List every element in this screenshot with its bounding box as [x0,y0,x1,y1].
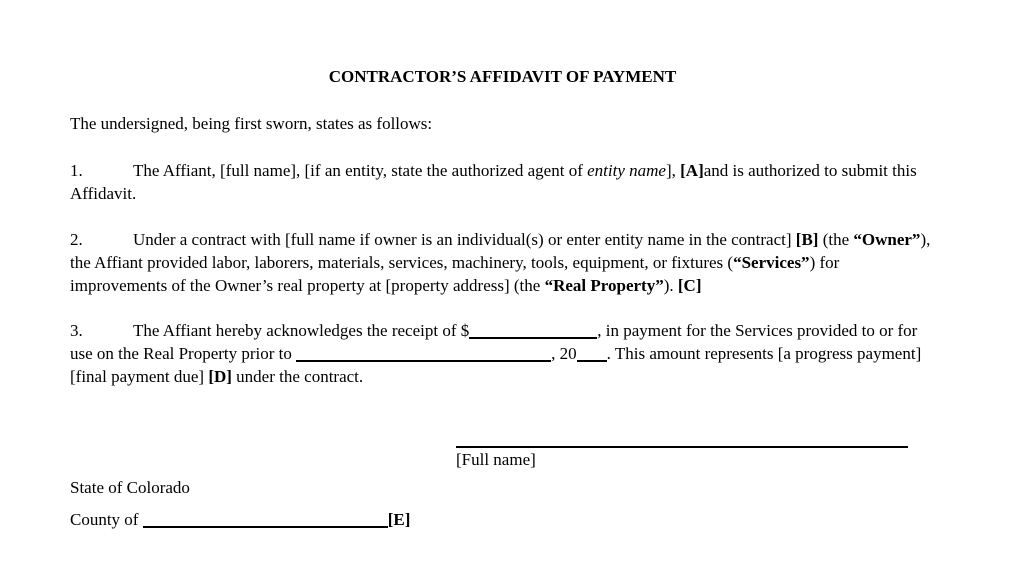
text-segment: , 20 [551,344,577,363]
fill-in-blank[interactable] [577,359,607,362]
text-segment: [B] [795,230,819,249]
text-segment: [E] [387,510,411,529]
text-segment: The Affiant, [full name], [if an entity, state the authorized agent of [133,161,588,180]
text-segment: (the [818,230,854,249]
text-segment: Under a contract with [full name if owner is an individual(s) or enter entity name in the contract] [133,230,796,249]
text-segment: “Owner” [853,230,921,249]
paragraph-3 [70,319,935,388]
text-segment: entity name [587,161,666,180]
text-segment: ) for improvements of the Owner’s real property at [property address] (the [70,253,840,295]
document-title: CONTRACTOR’S AFFIDAVIT OF PAYMENT [328,67,677,86]
text-segment: and is authorized to submit this Affidavit. [70,161,917,203]
text-segment: County of [70,510,143,529]
paragraph-number: 2. [70,230,83,249]
text-segment: The Affiant hereby acknowledges the receipt of $ [133,321,470,340]
text-segment: [A] [680,161,704,180]
text-segment: [D] [208,367,232,386]
intro-line: The undersigned, being first sworn, states as follows: [70,114,433,133]
signature-name-label: [Full name] [456,450,536,469]
paragraph-number: 1. [70,161,83,180]
text-segment: . This amount represents [a progress payment] [final payment due] [70,344,922,386]
paragraph-1 [70,159,935,205]
text-segment: “Real Property” [544,276,664,295]
fill-in-blank[interactable] [143,525,388,528]
text-segment: ). [663,276,678,295]
paragraph-number: 3. [70,321,83,340]
text-segment: under the contract. [231,367,364,386]
fill-in-blank[interactable] [469,336,597,339]
paragraph-2 [70,228,935,297]
signature-block [70,446,935,471]
text-segment: [C] [677,276,702,295]
text-segment: ], [665,161,681,180]
notary-state-line: State of Colorado [70,478,190,497]
text-segment: ), the Affiant provided labor, laborers, materials, services, machinery, tools, equipment, or fixtures ( [70,230,931,272]
text-segment: “Services” [733,253,810,272]
fill-in-blank[interactable] [296,359,551,362]
notary-county-line [70,508,935,531]
text-segment: , in payment for the Services provided to or for use on the Real Property prior to [70,321,918,363]
